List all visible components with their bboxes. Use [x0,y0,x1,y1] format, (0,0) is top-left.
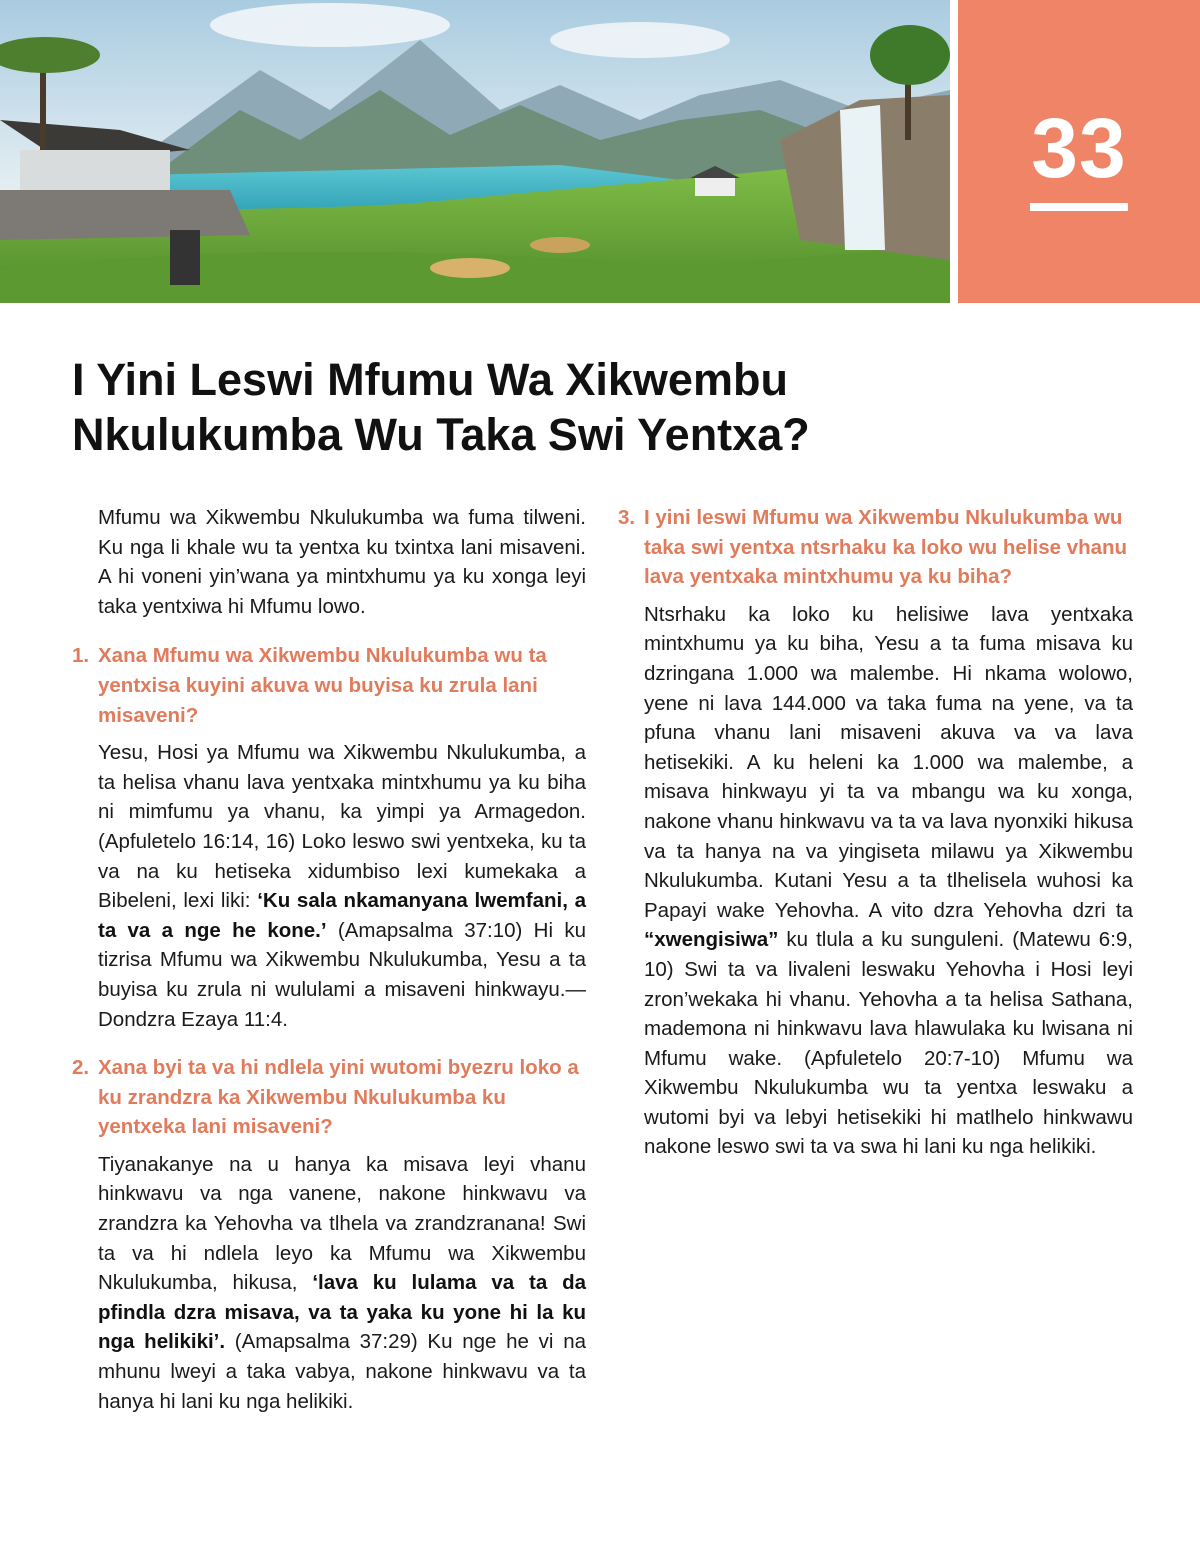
answer-2-quote: ‘lava ku lulama va ta da pfindla dzra misava, va ta yaka ku yone hi la ku nga helikiki’. [98,1271,586,1354]
page-title [72,352,972,462]
question-2-text: Xana byi ta va hi ndlela yini wutomi byezru loko a ku zrandzra ka Xikwembu Nkulukumba ku yentxeka lani misaveni? [98,1056,579,1139]
answer-1 [98,738,586,1034]
lesson-number-box [958,0,1200,303]
question-1-text: Xana Mfumu wa Xikwembu Nkulukumba wu ta yentxisa kuyini akuva wu buyisa ku zrula lani misaveni? [98,644,547,727]
answer-2-part-2: (Amapsalma 37:29) Ku nge he vi na mhunu lweyi a taka vabya, nakone hinkwavu va ta hanya hi lani ku nga helikiki. [98,1330,587,1413]
question-1-number: 1. [72,644,90,668]
answer-3-part-1: Ntsrhaku ka loko ku helisiwe lava yentxaka mintxhumu ya ku biha, Yesu a ta fuma misava ku dzringana 1.000 wa malembe. Hi nkama wolowo, yene ni lava 144.000 va taka fuma na yene, va ta pfuna vhanu lani misaveni akuva va va lava hetisekiki. A ku heleni ka 1.000 wa malembe, a misava hinkwayu yi ta va mbangu wa ku xonga, nakone vhanu hinkwavu va ta va lava nyonxiki hikusa va ta hanya na va yingiseta milawu ya Xikwembu Nkulukumba. Kutani Yesu a ta tlhelisela wuhosi ka Papayi wake Yehovha. A vito dzra Yehovha dzri ta [644,602,1133,922]
page-title-line-1: I Yini Leswi Mfumu Wa Xikwembu [72,354,788,405]
answer-3 [644,600,1133,1162]
question-3-number: 3. [618,506,636,529]
question-1 [72,641,586,730]
lesson-number-underline [1030,203,1128,211]
answer-2 [98,1150,586,1416]
question-3-text: I yini leswi Mfumu wa Xikwembu Nkulukumba wu taka swi yentxa ntsrhaku ka loko wu helise vhanu lava yentxaka mintxhumu ya ku biha? [644,506,1128,589]
paradise-landscape-image [0,0,950,303]
hero-illustration [0,0,950,303]
answer-3-part-2: ku tlula a ku sunguleni. (Matewu 6:9, 10) Swi ta va livaleni leswaku Yehovha i Hosi leyi zron’wekaka hi vhanu. Yehovha a ta helisa Sathana, mademona ni hinkwavu lava hlawulaka ku lwisana ni Mfumu wake. (Apfuletelo 20:7-10) Mfumu wa Xikwembu Nkulukumba wu ta yentxa leswaku a wutomi byi va lebyi hetisekiki hi matlhelo hinkwawu nakone leswo swi ta va swa hi lani ku nga helikiki. [644,928,1133,1159]
question-2 [72,1053,586,1142]
question-2-number: 2. [72,1056,90,1080]
question-3 [618,503,1133,592]
intro-paragraph: Mfumu wa Xikwembu Nkulukumba wa fuma tilweni. Ku nga li khale wu ta yentxa ku txintxa lani misaveni. A hi voneni yin’wana ya mintxhumu ya ku xonga leyi taka yentxiwa hi Mfumu lowo. [98,506,586,618]
answer-1-part-2: (Amapsalma 37:10) Hi ku tizrisa Mfumu wa Xikwembu Nkulukumba, Yesu a ta buyisa ku zrula ni wululami a misaveni hinkwayu.—Dondzra Ezaya 11:4. [98,918,587,1031]
right-column [618,503,1133,1181]
left-column [72,503,586,1435]
lesson-number: 33 [1031,101,1127,195]
answer-1-part-1: Yesu, Hosi ya Mfumu wa Xikwembu Nkulukumba, a ta helisa vhanu lava yentxaka mintxhumu ya ku biha ni mimfumu ya vhanu, ka yimpi ya Armagedon. (Apfuletelo 16:14, 16) Loko leswo swi yentxeka, ku ta va na ku hetiseka xidumbiso lexi kumekaka a Bibeleni, lexi liki: [98,741,586,913]
answer-1-quote: ‘Ku sala nkamanyana lwemfani, a ta va a nge he kone.’ [98,889,587,942]
answer-3-quote: “xwengisiwa” [644,928,779,952]
page-title-line-2: Nkulukumba Wu Taka Swi Yentxa? [72,409,810,460]
answer-2-part-1: Tiyanakanye na u hanya ka misava leyi vhanu hinkwavu va nga vanene, nakone hinkwavu va zrandzra ka Yehovha va tlhela va zrandzranana! Swi ta va hi ndlela leyo ka Mfumu wa Xikwembu Nkulukumba, hikusa, [98,1152,586,1295]
